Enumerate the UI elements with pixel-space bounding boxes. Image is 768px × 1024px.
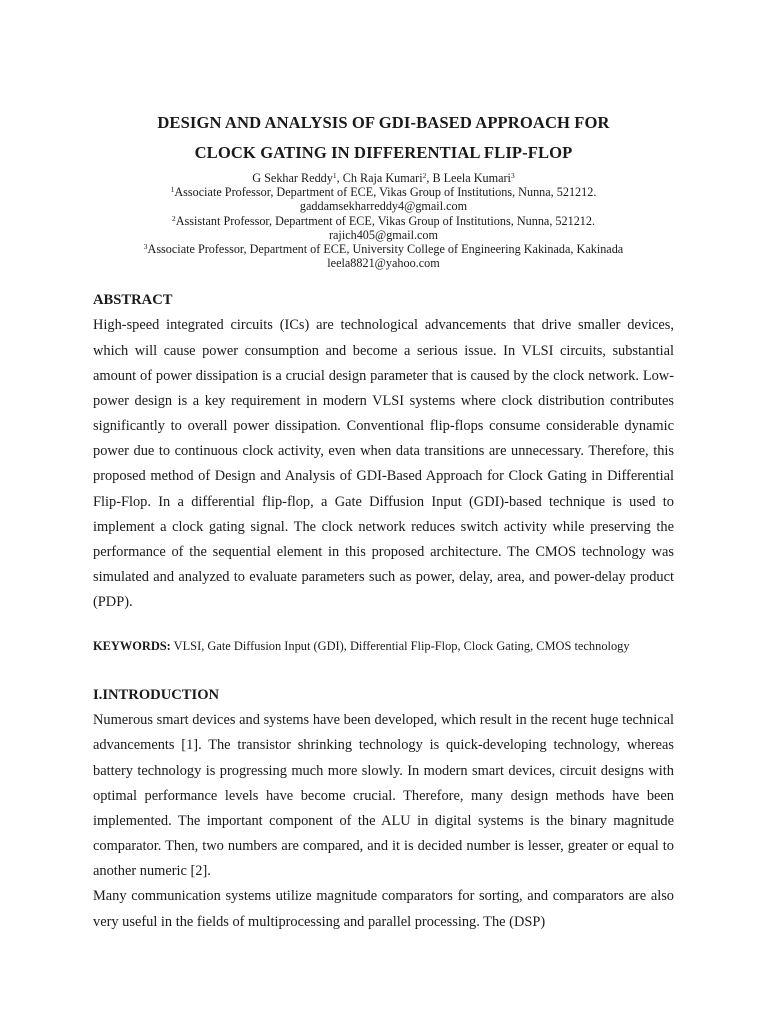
author-affiliation-mark: 2: [422, 171, 427, 180]
author-affiliation-mark: 3: [510, 171, 515, 180]
author-name: G Sekhar Reddy: [252, 171, 333, 185]
author-email-1: gaddamsekharreddy4@gmail.com: [299, 199, 468, 214]
affiliation-1: [93, 185, 674, 199]
affiliation-text: Associate Professor, Department of ECE, University College of Engineering Kakinada, Kakinada: [147, 242, 624, 257]
author-affiliation-mark: 1: [332, 171, 337, 180]
introduction-paragraph-2: Many communication systems utilize magnitude comparators for sorting, and comparators are also very useful in the fields of multiprocessing and parallel processing. The (DSP): [93, 888, 674, 930]
author-names: [93, 171, 674, 185]
affiliation-2: [93, 214, 674, 228]
abstract-text: High-speed integrated circuits (ICs) are technological advancements that drive smaller devices, which will cause power consumption and become a serious issue. In VLSI circuits, substantial amount of power dissipation is a crucial design parameter that is caused by the clock network. Low-power design is a key requirement in modern VLSI systems where clock distribution contributes significantly to overall power dissipation. Conventional flip-flops consume considerable dynamic power due to continuous clock activity, even when data transitions are unnecessary. Therefore, this proposed method of Design and Analysis of GDI-Based Approach for Clock Gating in Differential Flip-Flop. In a differential flip-flop, a Gate Diffusion Input (GDI)-based technique is used to implement a clock gating signal. The clock network reduces switch activity while preserving the performance of the sequential element in this proposed architecture. The CMOS technology was simulated and analyzed to evaluate parameters such as power, delay, area, and power-delay product (PDP).: [93, 317, 674, 611]
author-name: B Leela Kumari: [432, 171, 511, 185]
affiliation-mark: 2: [171, 213, 176, 223]
paper-content: [93, 108, 674, 935]
keywords-line: [93, 638, 674, 654]
author-email-3: leela8821@yahoo.com: [327, 256, 440, 271]
author-email-2: rajich405@gmail.com: [328, 227, 439, 242]
author-separator: ,: [336, 171, 343, 185]
paper-title-line-2: CLOCK GATING IN DIFFERENTIAL FLIP-FLOP: [194, 143, 573, 162]
affiliation-text: Assistant Professor, Department of ECE, Vikas Group of Institutions, Nunna, 521212.: [175, 213, 596, 228]
abstract-heading: ABSTRACT: [93, 292, 173, 309]
keywords-text: VLSI, Gate Diffusion Input (GDI), Differential Flip-Flop, Clock Gating, CMOS technology: [170, 639, 630, 654]
affiliation-3: [93, 242, 674, 256]
affiliation-mark: 3: [143, 242, 148, 252]
keywords-label: KEYWORDS:: [93, 639, 171, 654]
paper-title-line-1: DESIGN AND ANALYSIS OF GDI-BASED APPROACH FOR: [157, 113, 610, 132]
affiliation-mark: 1: [170, 185, 175, 195]
introduction-heading: I.INTRODUCTION: [93, 687, 220, 704]
affiliation-text: Associate Professor, Department of ECE, Vikas Group of Institutions, Nunna, 521212.: [174, 185, 597, 200]
author-name: Ch Raja Kumari: [342, 171, 423, 185]
author-separator: ,: [426, 171, 433, 185]
introduction-paragraph-1: Numerous smart devices and systems have been developed, which result in the recent huge technical advancements [1]. The transistor shrinking technology is quick-developing technology, whereas battery technology is progressing much more slowly. In modern smart devices, circuit designs with optimal performance levels have become crucial. Therefore, many design methods have been implemented. The important component of the ALU in digital systems is the binary magnitude comparator. Then, two numbers are compared, and it is decided number is lesser, greater or equal to another numeric [2].: [93, 712, 674, 880]
author-block: [93, 171, 674, 270]
